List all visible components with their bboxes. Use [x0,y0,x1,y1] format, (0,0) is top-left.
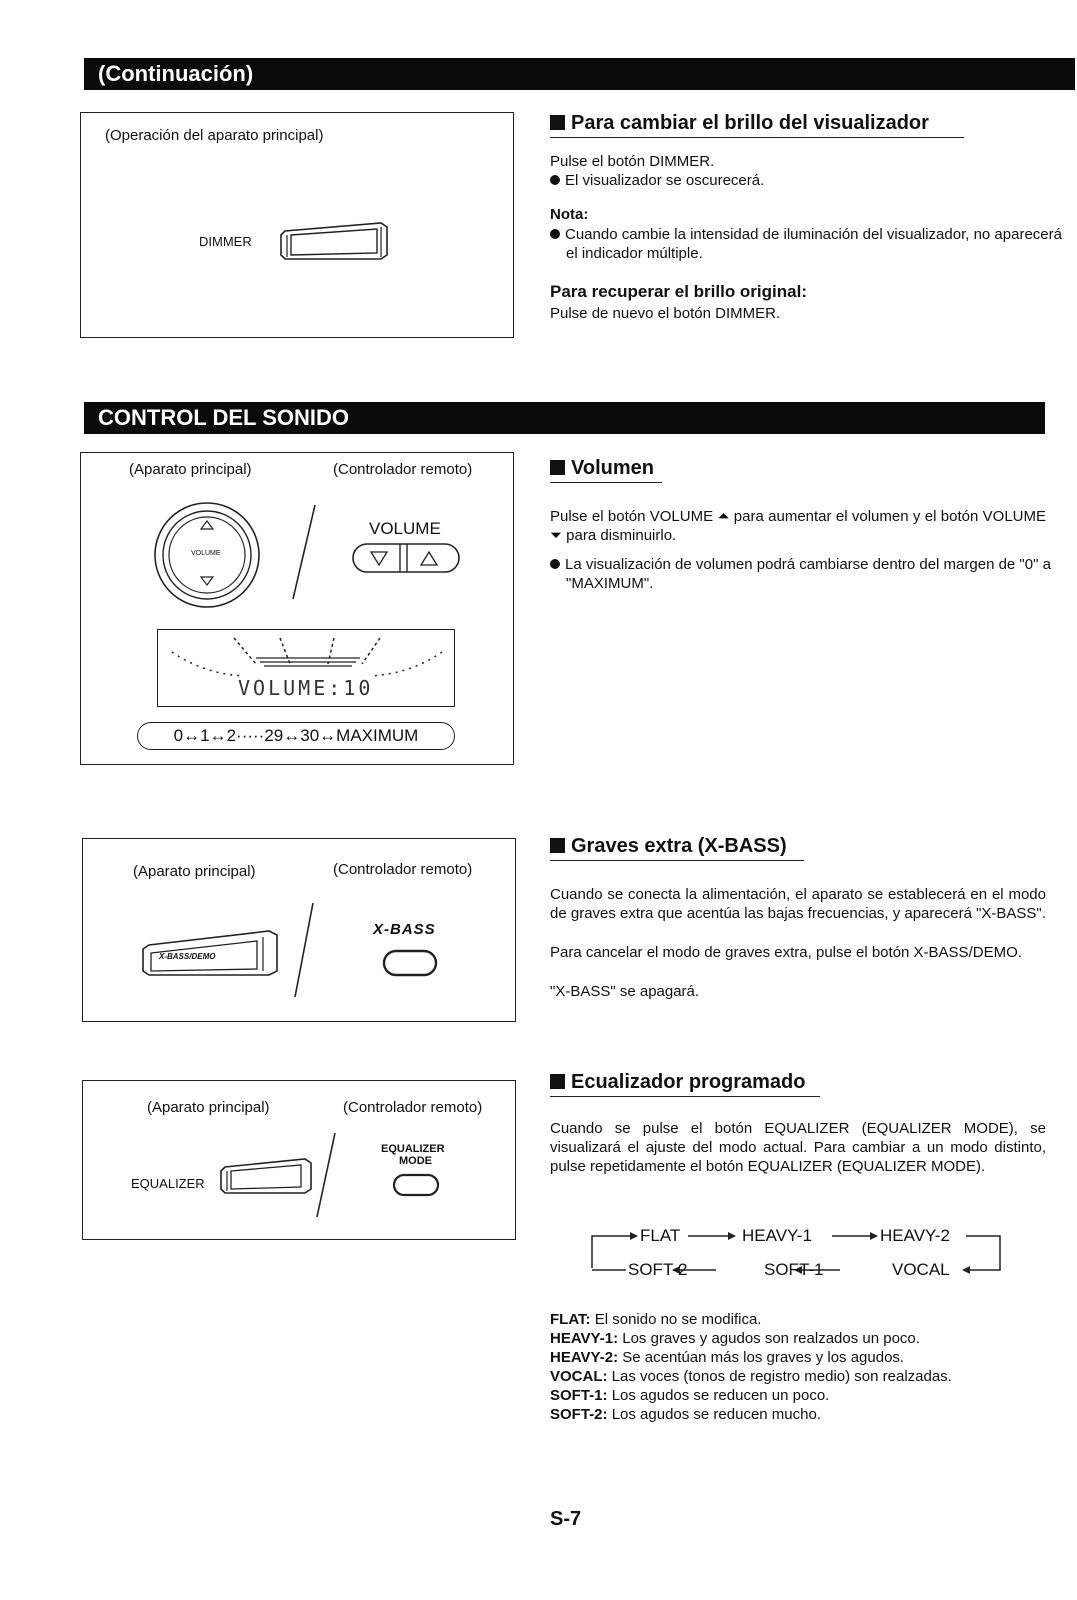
xbass-fig-main: (Aparato principal) [133,863,256,880]
slash-divider [289,901,319,1001]
dimmer-button-icon [277,213,393,263]
eq-button-icon [217,1151,317,1195]
eq-def-desc: Las voces (tonos de registro medio) son realzadas. [611,1368,952,1385]
volume-knob-label: VOLUME [191,550,221,557]
volume-fig-remote: (Controlador remoto) [333,461,473,478]
dimmer-fig-button-label: DIMMER [199,234,252,249]
slash-divider [289,503,319,603]
volume-bullet [550,555,1062,593]
xbass-para1: Cuando se conecta la alimentación, el aparato se establecerá en el modo de graves extra que acentúa las bajas frecuencias, y aparecerá "X-BASS". [550,886,1046,922]
eq-mode-flat: FLAT [640,1226,681,1245]
page-number: S-7 [550,1508,582,1530]
eq-def-desc: El sonido no se modifica. [594,1311,762,1328]
square-bullet-icon [550,1074,565,1089]
volume-title [550,457,662,483]
volume-scale [137,722,455,750]
xbass-remote-button-icon [381,947,439,979]
eq-def-term: SOFT-2: [550,1406,608,1423]
dimmer-bullet1 [550,171,764,190]
eq-def-row [550,1348,904,1367]
xbass-para3: "X-BASS" se apagará. [550,983,700,1000]
control-sonido-header [84,402,1045,434]
dimmer-line1: Pulse el botón DIMMER. [550,153,715,170]
dimmer-fig-caption: (Operación del aparato principal) [105,127,324,144]
eq-remote-button-icon [391,1171,441,1199]
dimmer-nota-label: Nota: [550,206,589,223]
dimmer-bullet1-text: El visualizador se oscurecerá. [565,172,765,189]
xbass-fig-remote: (Controlador remoto) [333,861,473,878]
volume-figure [80,452,514,765]
eq-mode-soft2: SOFT-2 [628,1260,688,1279]
volume-bullet-text: La visualización de volumen podrá cambiarse dentro del margen de "0" a "MAXIMUM". [565,556,1051,592]
eq-def-term: VOCAL: [550,1368,608,1385]
eq-mode-vocal: VOCAL [892,1260,950,1279]
xbass-figure [82,838,516,1022]
dimmer-title-text: Para cambiar el brillo del visualizador [571,112,929,134]
eq-mode-soft1: SOFT-1 [764,1260,824,1279]
dimmer-nota [550,225,1066,263]
eq-mode-heavy1: HEAVY-1 [742,1226,812,1245]
bullet-icon [550,175,560,185]
volume-fig-main: (Aparato principal) [129,461,252,478]
display-graphic-icon [164,634,450,678]
eq-def-term: SOFT-1: [550,1387,608,1404]
eq-def-row [550,1310,761,1329]
eq-def-desc: Los agudos se reducen un poco. [611,1387,830,1404]
slash-divider [311,1131,341,1221]
continuacion-title: (Continuación) [98,61,254,86]
bullet-icon [550,229,560,239]
eq-def-term: HEAVY-2: [550,1349,619,1366]
square-bullet-icon [550,115,565,130]
eq-mode-heavy2: HEAVY-2 [880,1226,950,1245]
volume-title-text: Volumen [571,457,654,479]
square-bullet-icon [550,838,565,853]
eq-title [550,1071,820,1097]
volume-remote-label: VOLUME [369,519,441,538]
eq-figure [82,1080,516,1240]
eq-def-desc: Se acentúan más los graves y los agudos. [622,1349,905,1366]
eq-title-text: Ecualizador programado [571,1071,806,1093]
dimmer-title [550,112,964,138]
eq-def-row [550,1386,829,1405]
volume-display [157,629,455,707]
volume-text1: Pulse el botón VOLUME ⏶ para aumentar el volumen y el botón VOLUME ⏷ para disminuirlo. [550,508,1046,544]
continuacion-header [84,58,1075,90]
square-bullet-icon [550,460,565,475]
eq-main-button-label: EQUALIZER [131,1176,205,1191]
eq-def-term: FLAT: [550,1311,591,1328]
dimmer-recover-title: Para recuperar el brillo original: [550,282,807,301]
control-sonido-title: CONTROL DEL SONIDO [98,405,349,430]
display-readout: VOLUME:10 [238,676,374,700]
xbass-main-button-label: X-BASS/DEMO [159,952,216,961]
volume-scale-text: 0↔1↔2·····29↔30↔MAXIMUM [173,726,419,745]
eq-def-desc: Los graves y agudos son realzados un poco. [622,1330,920,1347]
dimmer-nota-text: Cuando cambie la intensidad de iluminación del visualizador, no aparecerá el indicador múltiple. [565,226,1062,262]
eq-def-row [550,1405,821,1424]
xbass-title-text: Graves extra (X-BASS) [571,835,787,857]
eq-remote-label-2: MODE [399,1155,432,1167]
eq-fig-remote: (Controlador remoto) [343,1099,483,1116]
eq-remote-label-1: EQUALIZER [381,1143,445,1155]
eq-def-term: HEAVY-1: [550,1330,619,1347]
bullet-icon [550,559,560,569]
volume-remote-button-icon [351,541,463,575]
eq-def-desc: Los agudos se reducen mucho. [611,1406,821,1423]
eq-para: Cuando se pulse el botón EQUALIZER (EQUALIZER MODE), se visualizará el ajuste del modo actual. Para cambiar a un modo distinto, pulse repetidamente el botón EQUALIZER (EQUALIZER MODE). [550,1120,1046,1175]
dimmer-figure [80,112,514,338]
eq-fig-main: (Aparato principal) [147,1099,270,1116]
dimmer-recover-text: Pulse de nuevo el botón DIMMER. [550,305,781,322]
xbass-para2: Para cancelar el modo de graves extra, pulse el botón X-BASS/DEMO. [550,944,1022,961]
xbass-remote-label: X-BASS [373,921,436,938]
xbass-title [550,835,804,861]
xbass-button-icon [137,923,287,979]
eq-def-row [550,1367,952,1386]
eq-def-row [550,1329,920,1348]
